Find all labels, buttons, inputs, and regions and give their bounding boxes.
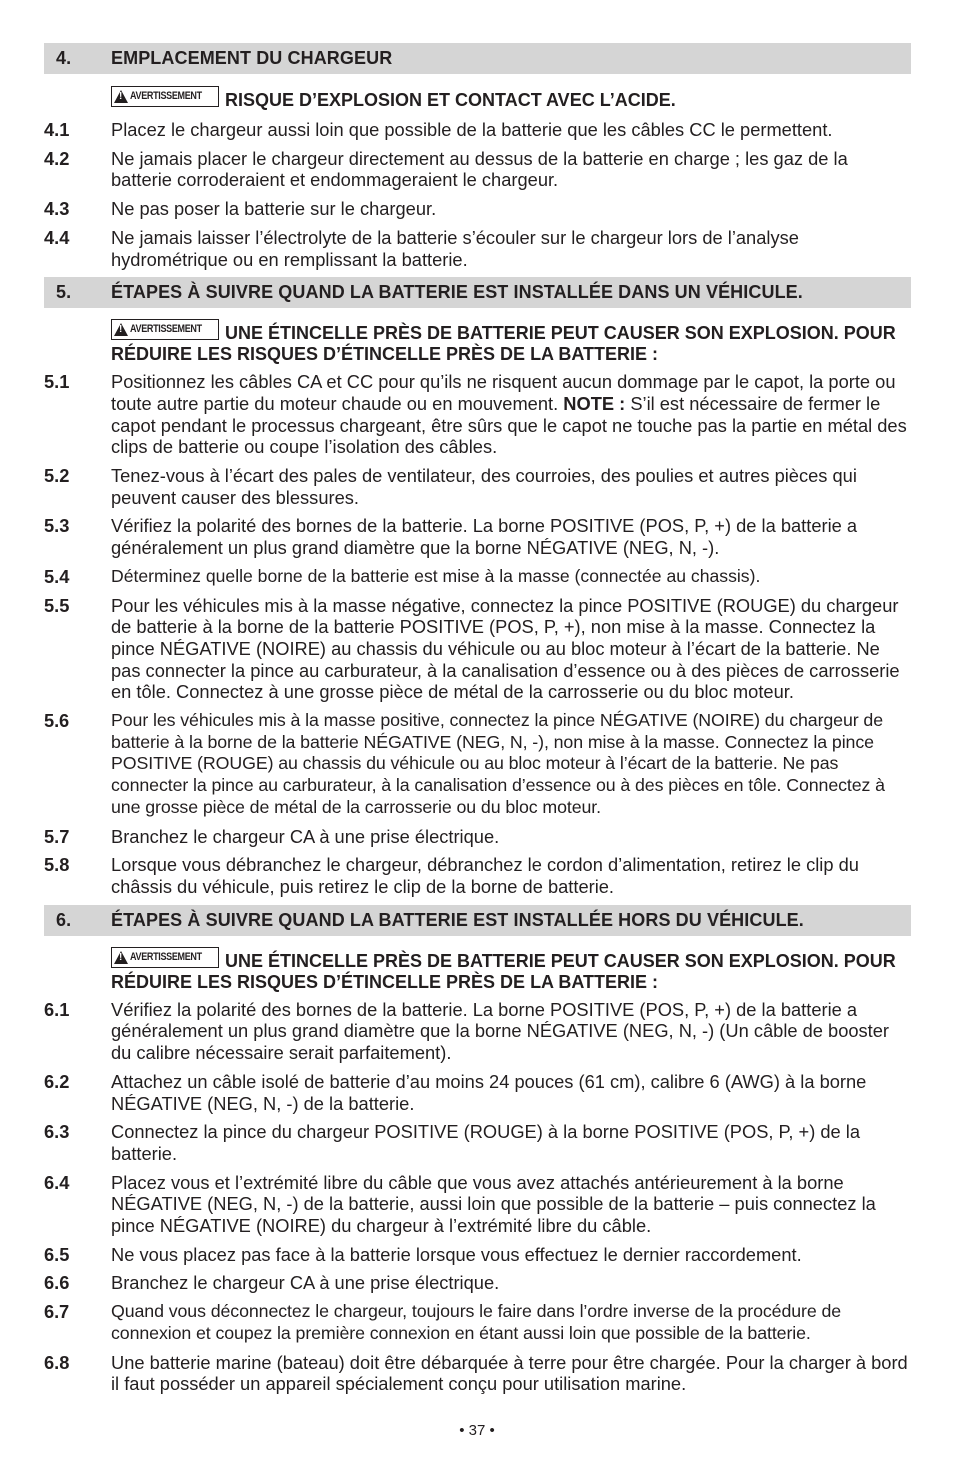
section-title: EMPLACEMENT DU CHARGEUR [111, 48, 393, 68]
list-item: 6.2 Attachez un câble isolé de batterie d’au moins 24 pouces (61 cm), calibre 6 (AWG) à la borne NÉGATIVE (NEG, N, -) de la batterie. [44, 1070, 867, 1114]
warning-badge: ! AVERTISSEMENT [111, 947, 219, 968]
list-item: 5.2 Tenez-vous à l’écart des pales de ventilateur, des courroies, des poulies et autres pièces qui peuvent causer des blessures. [44, 465, 857, 508]
list-item: 6.4 Placez vous et l’extrémité libre du câble que vous avez attachés antérieurement à la borne NÉGATIVE (NEG, N, -) de la batterie, aussi loin que possible de la batterie – puis connectez la pince NÉGATIVE (NOIRE) du chargeur à l’extrémité libre du câble. [44, 1171, 876, 1237]
list-item: 5.7 Branchez le chargeur CA à une prise électrique. [44, 825, 500, 847]
warning-text: UNE ÉTINCELLE PRÈS DE BATTERIE PEUT CAUSER SON EXPLOSION. POUR RÉDUIRE LES RISQUES D’ÉTINCELLE PRÈS DE LA BATTERIE : [111, 950, 896, 992]
warning-triangle-icon [114, 90, 128, 103]
list-item: 6.5 Ne vous placez pas face à la batterie lorsque vous effectuez le dernier raccordement. [44, 1243, 802, 1265]
warning-notice [111, 86, 911, 111]
list-item: 6.3 Connectez la pince du chargeur POSITIVE (ROUGE) à la borne POSITIVE (POS, P, +) de la batterie. [44, 1121, 861, 1164]
warning-notice [111, 319, 911, 365]
list-item: 4.2 Ne jamais placer le chargeur directement au dessus de la batterie en charge ; les gaz de la batterie corroderaient et endommageraient le chargeur. [44, 147, 848, 191]
section-number: 4. [56, 48, 72, 68]
list-item: 5.8 Lorsque vous débranchez le chargeur, débranchez le cordon d’alimentation, retirez le clip du châssis du véhicule, puis retirez le clip de la borne de batterie. [44, 854, 859, 897]
section-number: 5. [56, 282, 72, 303]
note-label: NOTE : [563, 392, 626, 414]
warning-triangle-icon [114, 951, 128, 964]
list-item: 4.3 Ne pas poser la batterie sur le chargeur. [44, 198, 437, 220]
list-item: 4.4 Ne jamais laisser l’électrolyte de la batterie s’écouler sur le chargeur lors de l’analyse hydrométrique ou en remplissant la batterie. [44, 226, 799, 270]
warning-text: UNE ÉTINCELLE PRÈS DE BATTERIE PEUT CAUSER SON EXPLOSION. POUR RÉDUIRE LES RISQUES D’ÉTINCELLE PRÈS DE LA BATTERIE : [111, 323, 896, 365]
warning-notice [111, 947, 911, 993]
section-4-header [44, 43, 911, 74]
list-item: 5.4 Déterminez quelle borne de la batterie est mise à la masse (connectée au chassis). [44, 565, 761, 587]
list-item: 6.8 Une batterie marine (bateau) doit être débarquée à terre pour être chargée. Pour la charger à bord il faut posséder un appareil spécialement conçu pour utilisation marine. [44, 1351, 908, 1395]
section-5-header [44, 277, 911, 308]
list-item: 5.1 Positionnez les câbles CA et CC pour qu’ils ne risquent aucun dommage par le capot, la porte ou toute autre partie du moteur chaude ou en mouvement. NOTE : S’il est nécessaire de fermer le capot pendant le processus chargeant, être sûrs que le capot ne touche pas la partie en métal des clips de batterie ou coupe l’isolation des câbles. [44, 371, 907, 458]
warning-triangle-icon [114, 323, 128, 336]
list-item: 5.5 Pour les véhicules mis à la masse négative, connectez la pince POSITIVE (ROUGE) du chargeur de batterie à la borne de la batterie POSITIVE (POS, P, +), non mise à la masse. Connectez la pince NÉGATIVE (NOIRE) au chassis du véhicule ou au bloc moteur à l’écart de la batterie. Ne pas connecter la pince au carburateur, à la canalisation d’essence ou à des pièces de carrosserie en tôle. Connectez à une grosse pièce de métal de la carrosserie ou du bloc moteur. [44, 594, 900, 703]
section-title: ÉTAPES À SUIVRE QUAND LA BATTERIE EST INSTALLÉE HORS DU VÉHICULE. [111, 909, 804, 930]
warning-text: RISQUE D’EXPLOSION ET CONTACT AVEC L’ACIDE. [225, 90, 676, 110]
list-item: 6.6 Branchez le chargeur CA à une prise électrique. [44, 1272, 500, 1294]
warning-badge: ! AVERTISSEMENT [111, 319, 219, 340]
section-title: ÉTAPES À SUIVRE QUAND LA BATTERIE EST INSTALLÉE DANS UN VÉHICULE. [111, 282, 803, 303]
list-item: 5.3 Vérifiez la polarité des bornes de la batterie. La borne POSITIVE (POS, P, +) de la batterie a généralement un plus grand diamètre que la borne NÉGATIVE (NEG, N, -). [44, 515, 858, 559]
page-number: • 37 • [459, 1422, 495, 1439]
list-item: 6.1 Vérifiez la polarité des bornes de la batterie. La borne POSITIVE (POS, P, +) de la batterie a généralement un plus grand diamètre que la borne NÉGATIVE (NEG, N, -) (Un câble de booster du calibre nécessaire serait parfaitement). [44, 998, 890, 1064]
section-6-header [44, 905, 911, 936]
section-number: 6. [56, 909, 72, 930]
list-item: 5.6 Pour les véhicules mis à la masse positive, connectez la pince NÉGATIVE (NOIRE) du chargeur de batterie à la borne de la batterie NÉGATIVE (NEG, N, -), non mise à la masse. Connectez la pince POSITIVE (ROUGE) au chassis du véhicule ou au bloc moteur à l’écart de la batterie. Ne pas connecter la pince au carburateur, à la canalisation d’essence ou à des pièces en tôle. Connectez à une grosse pièce de métal de la carrosserie ou du bloc moteur. [44, 710, 885, 817]
warning-badge: ! AVERTISSEMENT [111, 86, 219, 107]
list-item: 6.7 Quand vous déconnectez le chargeur, toujours le faire dans l’ordre inverse de la procédure de connexion et coupez la première connexion en étant aussi loin que possible de la batterie. [44, 1301, 842, 1343]
list-item: 4.1 Placez le chargeur aussi loin que possible de la batterie que les câbles CC le permettent. [44, 119, 833, 140]
manual-page [44, 43, 911, 1395]
